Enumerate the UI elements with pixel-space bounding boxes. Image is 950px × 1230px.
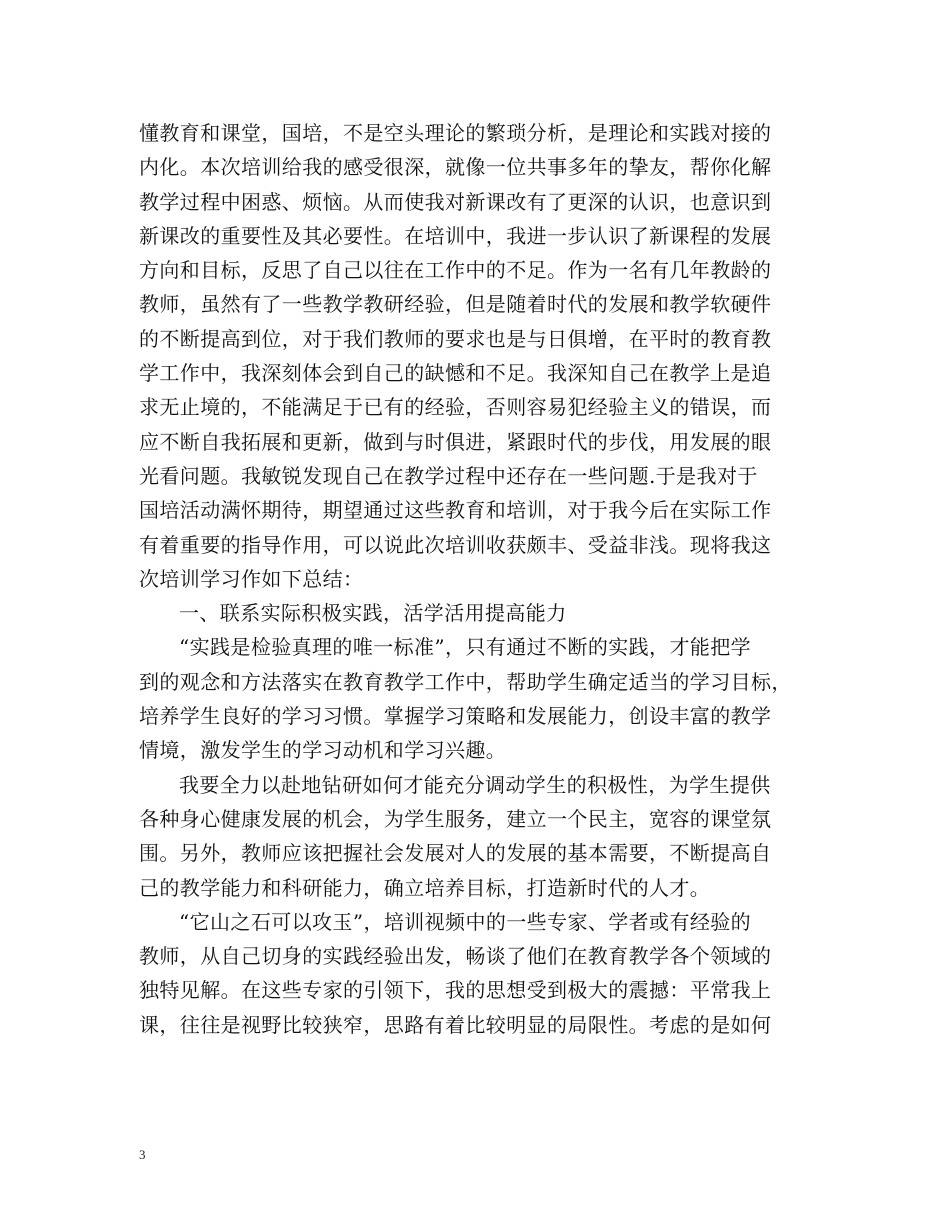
text-line: 情境，激发学生的学习动机和学习兴趣。 bbox=[139, 738, 507, 763]
text-line: 次培训学习作如下总结： bbox=[139, 566, 364, 591]
text-line: 围。另外，教师应该把握社会发展对人的发展的基本需要，不断提高自 bbox=[139, 841, 772, 866]
text-line: 新课改的重要性及其必要性。在培训中，我进一步认识了新课程的发展 bbox=[139, 223, 772, 248]
text-line: 各种身心健康发展的机会，为学生服务，建立一个民主，宽容的课堂氛 bbox=[139, 806, 772, 831]
text-line: 求无止境的，不能满足于已有的经验，否则容易犯经验主义的错误，而 bbox=[139, 395, 772, 420]
page-number: 3 bbox=[139, 1147, 146, 1162]
text-line: 教学过程中困惑、烦恼。从而使我对新课改有了更深的认识，也意识到 bbox=[139, 189, 772, 214]
text-line: 应不断自我拓展和更新，做到与时俱进，紧跟时代的步伐，用发展的眼 bbox=[139, 429, 772, 454]
body-text bbox=[139, 116, 819, 1042]
text-line: 的不断提高到位，对于我们教师的要求也是与日俱增，在平时的教育教 bbox=[139, 326, 772, 351]
text-line: 一、联系实际积极实践，活学活用提高能力 bbox=[179, 601, 567, 626]
text-line: 培养学生良好的学习习惯。掌握学习策略和发展能力，创设丰富的教学 bbox=[139, 704, 772, 729]
text-line: 我要全力以赴地钻研如何才能充分调动学生的积极性，为学生提供 bbox=[179, 772, 771, 797]
text-line: 懂教育和课堂，国培，不是空头理论的繁琐分析，是理论和实践对接的 bbox=[139, 121, 772, 145]
text-line: 国培活动满怀期待，期望通过这些教育和培训，对于我今后在实际工作 bbox=[139, 498, 772, 523]
text-line: 教师，从自己切身的实践经验出发，畅谈了他们在教育教学各个领域的 bbox=[139, 944, 772, 969]
text-line: 到的观念和方法落实在教育教学工作中，帮助学生确定适当的学习目标， bbox=[139, 669, 792, 694]
text-line: “它山之石可以攻玉”，培训视频中的一些专家、学者或有经验的 bbox=[179, 909, 752, 934]
text-line: 课，往往是视野比较狭窄，思路有着比较明显的局限性。考虑的是如何 bbox=[139, 1012, 772, 1037]
text-line: 有着重要的指导作用，可以说此次培训收获颇丰、受益非浅。现将我这 bbox=[139, 532, 772, 557]
text-line: 己的教学能力和科研能力，确立培养目标，打造新时代的人才。 bbox=[139, 875, 711, 900]
text-line: 学工作中，我深刻体会到自己的缺憾和不足。我深知自己在教学上是追 bbox=[139, 361, 772, 386]
text-line: “实践是检验真理的唯一标准”，只有通过不断的实践，才能把学 bbox=[179, 635, 752, 660]
text-line: 独特见解。在这些专家的引领下，我的思想受到极大的震撼：平常我上 bbox=[139, 978, 772, 1003]
text-line: 教师，虽然有了一些教学教研经验，但是随着时代的发展和教学软硬件 bbox=[139, 292, 772, 317]
text-line: 内化。本次培训给我的感受很深，就像一位共事多年的挚友，帮你化解 bbox=[139, 155, 772, 180]
text-line: 方向和目标，反思了自己以往在工作中的不足。作为一名有几年教龄的 bbox=[139, 258, 772, 283]
text-line: 光看问题。我敏锐发现自己在教学过程中还存在一些问题.于是我对于 bbox=[139, 463, 758, 488]
